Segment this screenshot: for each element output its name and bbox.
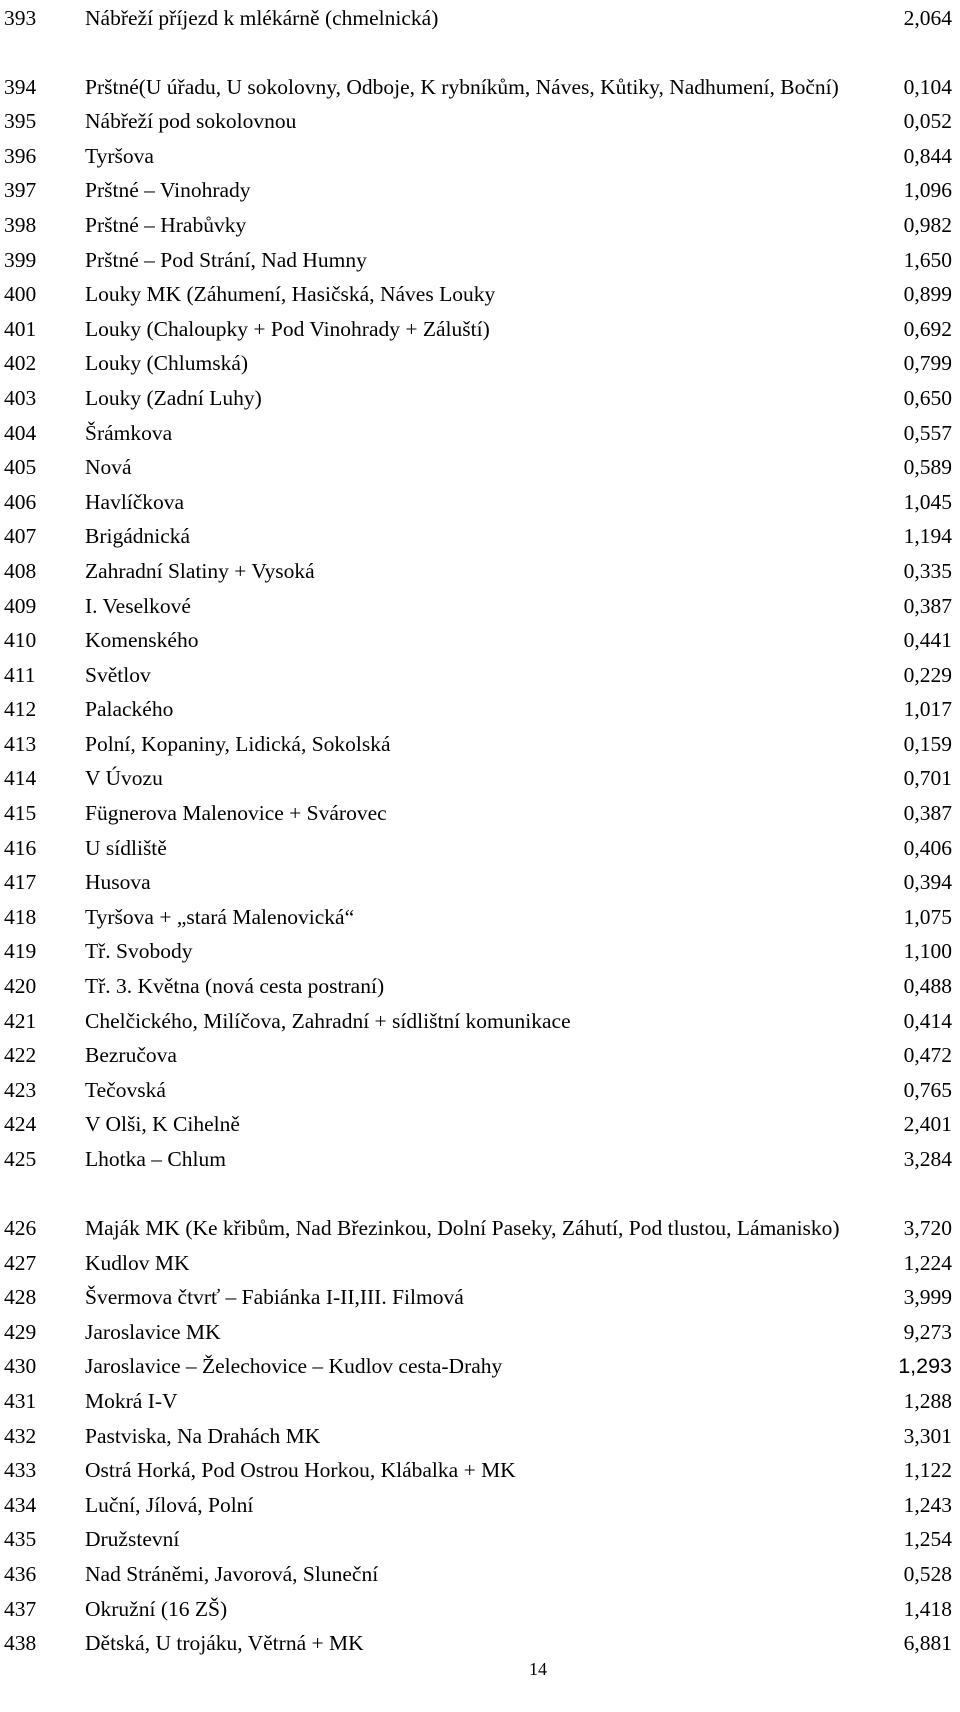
road-name: Nábřeží příjezd k mlékárně (chmelnická) bbox=[85, 5, 439, 30]
road-name: Tečovská bbox=[85, 1077, 166, 1102]
road-length: 0,335 bbox=[903, 558, 952, 583]
road-length: 2,064 bbox=[903, 5, 952, 30]
road-name: Šrámkova bbox=[85, 420, 173, 445]
table-row bbox=[4, 1280, 952, 1315]
road-name: Pastviska, Na Drahách MK bbox=[85, 1423, 321, 1448]
row-number: 427 bbox=[4, 1250, 37, 1275]
table-row bbox=[4, 519, 952, 554]
table-row bbox=[4, 1314, 952, 1349]
table-row bbox=[4, 1418, 952, 1453]
road-name: Okružní (16 ZŠ) bbox=[85, 1596, 228, 1621]
road-length: 0,387 bbox=[903, 593, 952, 618]
row-number: 420 bbox=[4, 974, 37, 999]
row-number: 422 bbox=[4, 1043, 37, 1068]
row-number: 412 bbox=[4, 697, 37, 722]
road-length: 1,224 bbox=[903, 1250, 952, 1275]
row-number: 429 bbox=[4, 1319, 37, 1344]
road-length: 0,844 bbox=[903, 143, 952, 168]
road-length: 0,387 bbox=[903, 801, 952, 826]
row-number: 423 bbox=[4, 1077, 37, 1102]
road-name: Jaroslavice – Želechovice – Kudlov cesta-Drahy bbox=[85, 1354, 503, 1379]
table-row bbox=[4, 623, 952, 658]
road-length: 0,701 bbox=[903, 766, 952, 791]
table-row bbox=[4, 1141, 952, 1176]
road-name: Lhotka – Chlum bbox=[85, 1147, 226, 1171]
row-number: 425 bbox=[4, 1147, 37, 1171]
row-number: 397 bbox=[4, 178, 37, 203]
road-length: 1,017 bbox=[903, 697, 952, 722]
row-number: 433 bbox=[4, 1458, 37, 1483]
road-name: U sídliště bbox=[85, 835, 167, 860]
road-name: Louky MK (Záhumení, Hasičská, Náves Louky bbox=[85, 282, 496, 307]
table-row bbox=[4, 795, 952, 830]
row-number: 434 bbox=[4, 1492, 37, 1517]
table-row bbox=[4, 1038, 952, 1073]
table-row bbox=[4, 1487, 952, 1522]
table-row bbox=[4, 311, 952, 346]
row-number: 411 bbox=[4, 662, 36, 687]
road-length: 1,100 bbox=[903, 939, 952, 964]
road-name: Švermova čtvrť – Fabiánka I-II,III. Filmová bbox=[85, 1285, 464, 1310]
table-row bbox=[4, 1176, 952, 1245]
road-length: 1,096 bbox=[903, 178, 952, 203]
road-length: 1,045 bbox=[903, 489, 952, 514]
road-name: Jaroslavice MK bbox=[85, 1319, 221, 1344]
table-row bbox=[4, 1072, 952, 1107]
road-name: Kudlov MK bbox=[85, 1250, 190, 1275]
row-number: 438 bbox=[4, 1631, 37, 1656]
road-name: Bezručova bbox=[85, 1043, 177, 1068]
table-row bbox=[4, 104, 952, 139]
road-name: Ostrá Horká, Pod Ostrou Horkou, Klábalka + MK bbox=[85, 1458, 516, 1483]
road-name: Nová bbox=[85, 455, 132, 480]
table-row bbox=[4, 553, 952, 588]
table-row bbox=[4, 35, 952, 104]
road-name: Družstevní bbox=[85, 1527, 180, 1552]
table-row bbox=[4, 692, 952, 727]
road-name: Maják MK (Ke křibům, Nad Březinkou, Dolní Paseky, Záhutí, Pod tlustou, Lámanisko) bbox=[85, 1216, 840, 1240]
row-number: 398 bbox=[4, 212, 37, 237]
road-length: 0,229 bbox=[903, 662, 952, 687]
table-row bbox=[4, 1003, 952, 1038]
table-row bbox=[4, 1591, 952, 1626]
road-length: 0,692 bbox=[903, 316, 952, 341]
table-row bbox=[4, 761, 952, 796]
road-name: Mokrá I-V bbox=[85, 1388, 178, 1413]
road-length: 1,293 bbox=[898, 1354, 952, 1379]
row-number: 403 bbox=[4, 385, 37, 410]
road-name: Fügnerova Malenovice + Svárovec bbox=[85, 801, 387, 826]
row-number: 410 bbox=[4, 628, 37, 653]
road-length: 0,394 bbox=[903, 870, 952, 895]
row-number: 415 bbox=[4, 801, 37, 826]
road-name: I. Veselkové bbox=[85, 593, 191, 618]
row-number: 435 bbox=[4, 1527, 37, 1552]
road-length: 0,589 bbox=[903, 455, 952, 480]
road-length: 0,488 bbox=[903, 974, 952, 999]
road-length: 3,301 bbox=[903, 1423, 952, 1448]
road-length: 3,999 bbox=[903, 1285, 952, 1310]
road-name: Světlov bbox=[85, 662, 151, 687]
road-length: 0,799 bbox=[903, 351, 952, 376]
row-number: 417 bbox=[4, 870, 37, 895]
row-number: 396 bbox=[4, 143, 37, 168]
road-name: Prštné – Hrabůvky bbox=[85, 212, 247, 237]
table-row bbox=[4, 865, 952, 900]
row-number: 401 bbox=[4, 316, 37, 341]
road-name: Tyršova bbox=[85, 143, 154, 168]
row-number: 406 bbox=[4, 489, 37, 514]
road-name: Komenského bbox=[85, 628, 199, 653]
road-length: 9,273 bbox=[903, 1319, 952, 1344]
road-length: 0,441 bbox=[903, 628, 952, 653]
table-row bbox=[4, 588, 952, 623]
road-length: 2,401 bbox=[903, 1112, 952, 1137]
road-length: 0,414 bbox=[903, 1008, 952, 1033]
road-length: 1,650 bbox=[903, 247, 952, 272]
road-name: Louky (Chlumská) bbox=[85, 351, 249, 376]
row-number: 428 bbox=[4, 1285, 37, 1310]
table-row bbox=[4, 1522, 952, 1557]
road-name: Prštné – Vinohrady bbox=[85, 178, 251, 203]
row-number: 407 bbox=[4, 524, 37, 549]
road-length: 0,899 bbox=[903, 282, 952, 307]
table-row bbox=[4, 968, 952, 1003]
road-name: Luční, Jílová, Polní bbox=[85, 1492, 254, 1517]
road-length: 1,254 bbox=[903, 1527, 952, 1552]
road-length: 1,418 bbox=[903, 1596, 952, 1621]
table-row bbox=[4, 415, 952, 450]
table-row bbox=[4, 934, 952, 969]
road-length: 0,528 bbox=[903, 1561, 952, 1586]
table-row bbox=[4, 899, 952, 934]
table-row bbox=[4, 1626, 952, 1661]
row-number: 424 bbox=[4, 1112, 37, 1137]
table-row bbox=[4, 657, 952, 692]
road-length: 0,557 bbox=[903, 420, 952, 445]
row-number: 399 bbox=[4, 247, 37, 272]
row-number: 404 bbox=[4, 420, 37, 445]
road-list-table bbox=[4, 0, 952, 1660]
road-name: Louky (Zadní Luhy) bbox=[85, 385, 262, 410]
row-number: 405 bbox=[4, 455, 37, 480]
road-length: 0,159 bbox=[903, 731, 952, 756]
road-name: Husova bbox=[85, 870, 151, 895]
road-length: 0,052 bbox=[903, 109, 952, 134]
road-length: 3,720 bbox=[903, 1216, 952, 1240]
table-row bbox=[4, 1245, 952, 1280]
row-number: 409 bbox=[4, 593, 37, 618]
table-row bbox=[4, 484, 952, 519]
row-number: 418 bbox=[4, 904, 37, 929]
road-length: 0,982 bbox=[903, 212, 952, 237]
table-row bbox=[4, 1556, 952, 1591]
table-row bbox=[4, 346, 952, 381]
table-row bbox=[4, 830, 952, 865]
road-name: Palackého bbox=[85, 697, 174, 722]
road-name: Havlíčkova bbox=[85, 489, 185, 514]
road-length: 1,288 bbox=[903, 1388, 952, 1413]
row-number: 395 bbox=[4, 109, 37, 134]
road-length: 0,406 bbox=[903, 835, 952, 860]
row-number: 413 bbox=[4, 731, 37, 756]
row-number: 419 bbox=[4, 939, 37, 964]
road-length: 0,765 bbox=[903, 1077, 952, 1102]
table-row bbox=[4, 380, 952, 415]
table-row bbox=[4, 450, 952, 485]
page-number: 14 bbox=[529, 1659, 547, 1679]
road-name: V Úvozu bbox=[85, 766, 163, 791]
table-row bbox=[4, 0, 952, 35]
road-name: Polní, Kopaniny, Lidická, Sokolská bbox=[85, 731, 391, 756]
row-number: 437 bbox=[4, 1596, 37, 1621]
road-length: 1,243 bbox=[903, 1492, 952, 1517]
row-number: 430 bbox=[4, 1354, 37, 1379]
road-name: Prštné – Pod Strání, Nad Humny bbox=[85, 247, 367, 272]
road-name: Nábřeží pod sokolovnou bbox=[85, 109, 297, 134]
road-name: Louky (Chaloupky + Pod Vinohrady + Záluští) bbox=[85, 316, 490, 341]
row-number: 393 bbox=[4, 5, 37, 30]
road-length: 1,122 bbox=[903, 1458, 952, 1483]
road-length: 3,284 bbox=[903, 1147, 952, 1171]
road-length: 0,104 bbox=[903, 74, 952, 99]
row-number: 408 bbox=[4, 558, 37, 583]
road-name: Tyršova + „stará Malenovická“ bbox=[85, 904, 355, 929]
row-number: 426 bbox=[4, 1216, 37, 1240]
table-row bbox=[4, 726, 952, 761]
table-row bbox=[4, 138, 952, 173]
row-number: 436 bbox=[4, 1561, 37, 1586]
row-number: 402 bbox=[4, 351, 37, 376]
road-name: V Olši, K Cihelně bbox=[85, 1112, 240, 1137]
road-name: Nad Stráněmi, Javorová, Sluneční bbox=[85, 1561, 379, 1586]
road-name: Zahradní Slatiny + Vysoká bbox=[85, 558, 315, 583]
road-length: 6,881 bbox=[903, 1631, 952, 1656]
row-number: 432 bbox=[4, 1423, 37, 1448]
row-number: 421 bbox=[4, 1008, 37, 1033]
row-number: 414 bbox=[4, 766, 37, 791]
road-name: Tř. Svobody bbox=[85, 939, 193, 964]
road-name: Dětská, U trojáku, Větrná + MK bbox=[85, 1631, 364, 1656]
row-number: 394 bbox=[4, 74, 37, 99]
row-number: 400 bbox=[4, 282, 37, 307]
road-name: Tř. 3. Května (nová cesta postraní) bbox=[85, 974, 385, 999]
row-number: 431 bbox=[4, 1388, 37, 1413]
table-row bbox=[4, 1107, 952, 1142]
road-length: 0,650 bbox=[903, 385, 952, 410]
road-length: 0,472 bbox=[903, 1043, 952, 1068]
table-row bbox=[4, 207, 952, 242]
table-row bbox=[4, 1453, 952, 1488]
road-name: Brigádnická bbox=[85, 524, 191, 549]
row-number: 416 bbox=[4, 835, 37, 860]
road-name: Prštné(U úřadu, U sokolovny, Odboje, K rybníkům, Náves, Kůtiky, Nadhumení, Boční) bbox=[85, 74, 839, 99]
table-row bbox=[4, 1383, 952, 1418]
road-name: Chelčického, Milíčova, Zahradní + sídlištní komunikace bbox=[85, 1008, 571, 1033]
table-row bbox=[4, 242, 952, 277]
table-row bbox=[4, 173, 952, 208]
table-row bbox=[4, 277, 952, 312]
table-row bbox=[4, 1349, 952, 1384]
road-length: 1,075 bbox=[903, 904, 952, 929]
road-length: 1,194 bbox=[903, 524, 952, 549]
